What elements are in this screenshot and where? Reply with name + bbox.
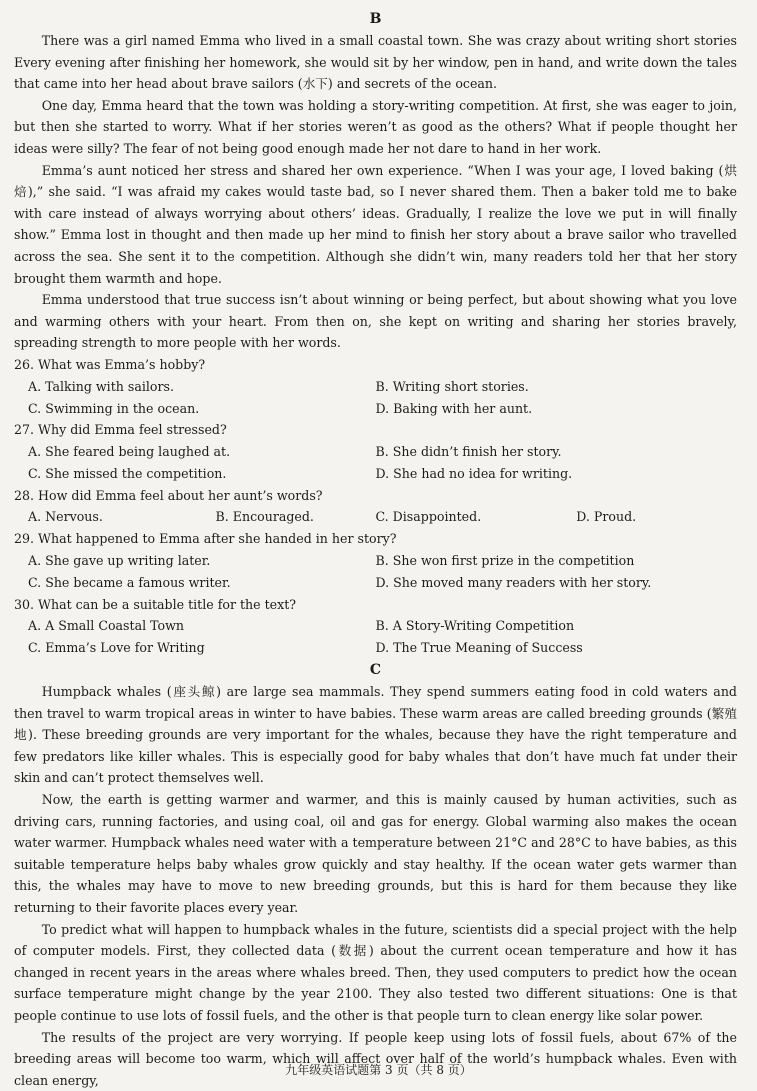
option-a: A. Talking with sailors. [28,378,174,394]
question-stem: 30. What can be a suitable title for the text? [14,596,297,612]
option-a: A. She gave up writing later. [28,553,211,569]
option-a: A. A Small Coastal Town [28,618,185,634]
option-c: C. Swimming in the ocean. [28,400,200,416]
section-c-title: C [369,662,382,679]
answer-options [14,441,737,485]
option-a: A. She feared being laughed at. [28,444,231,460]
option-b: B. Writing short stories. [375,378,529,394]
option-b: B. She won first prize in the competition [375,553,635,569]
answer-options [14,615,737,659]
option-c: C. She missed the competition. [28,465,227,481]
question-28 [14,485,737,529]
question-stem: 27. Why did Emma feel stressed? [14,422,227,438]
option-b: B. Encouraged. [215,509,314,525]
question-27 [14,419,737,484]
option-d: D. She moved many readers with her story. [375,574,652,590]
answer-options [14,376,737,420]
option-d: D. Proud. [576,509,637,525]
passage-c-paragraph-4: The results of the project are very worrying. If people keep using lots of fossil fuels, about 67% of the breeding areas will become too warm, which will affect over half of the world’s humpback whales. Even with clean energy, [14,1029,737,1088]
passage-b-paragraph-4: Emma understood that true success isn’t about winning or being perfect, but about showing what you love and warming others with your heart. From then on, she kept on writing and sharing her stories bravely, spreading strength to more people with her words. [14,292,737,351]
answer-options [14,506,737,528]
option-d: D. The True Meaning of Success [375,640,583,656]
page-footer: 九年级英语试题第 3 页（共 8 页） [285,1063,472,1077]
section-b-title: B [369,11,382,27]
option-b: B. A Story-Writing Competition [375,618,575,634]
passage-c-paragraph-2: Now, the earth is getting warmer and warmer, and this is mainly caused by human activities, such as driving cars, running factories, and using coal, oil and gas for energy. Global warming also makes the ocean water warmer. Humpback whales need water with a temperature between 21°C and 28°C to have babies, as this suitable temperature helps baby whales grow quickly and stay healthy. If the ocean water gets warmer than this, the whales may have to move to new breeding grounds, but this is hard for them because they like returning to their favorite places every year. [14,792,737,915]
option-c: C. Emma’s Love for Writing [28,640,205,656]
answer-options [14,550,737,594]
question-stem: 28. How did Emma feel about her aunt’s words? [14,487,323,503]
option-d: D. Baking with her aunt. [375,400,533,416]
question-stem: 26. What was Emma’s hobby? [14,356,206,372]
passage-c-paragraph-3: To predict what will happen to humpback whales in the future, scientists did a special project with the help of computer models. First, they collected data (数据) about the current ocean temperature and how it has changed in recent years in the areas where whales breed. Then, they used computers to predict how the ocean surface temperature might change by the year 2100. They also tested two different situations: One is that people continue to use lots of fossil fuels, and the other is that people turn to clean energy like solar power. [14,921,737,1023]
passage-b-paragraph-2: One day, Emma heard that the town was holding a story-writing competition. At first, she was eager to join, but then she started to worry. What if her stories weren’t as good as the others? What if people thought her ideas were silly? The fear of not being good enough made her not dare to hand in her work. [14,97,737,156]
passage-b-paragraph-3: Emma’s aunt noticed her stress and shared her own experience. “When I was your age, I loved baking (烘焙),” she said. “I was afraid my cakes would taste bad, so I never shared them. Then a baker told me to bake with care instead of always worrying about others’ ideas. Gradually, I realize the love we put in will finally show.” Emma lost in thought and then made up her mind to finish her story about a brave sailor who travelled across the sea. She sent it to the competition. Although she didn’t win, many readers told her that her story brought them warmth and hope. [14,162,737,286]
question-30 [14,594,737,659]
question-stem: 29. What happened to Emma after she handed in her story? [14,531,397,547]
option-c: C. Disappointed. [375,509,482,525]
option-a: A. Nervous. [28,509,103,525]
question-29 [14,528,737,593]
passage-b-paragraph-1: There was a girl named Emma who lived in a small coastal town. She was crazy about writing short stories Every evening after finishing her homework, she would sit by her window, pen in hand, and write down the tales that came into her head about brave sailors (水下) and secrets of the ocean. [14,33,737,92]
option-c: C. She became a famous writer. [28,574,231,590]
option-d: D. She had no idea for writing. [375,465,573,481]
passage-c-paragraph-1: Humpback whales (座头鲸) are large sea mammals. They spend summers eating food in cold waters and then travel to warm tropical areas in winter to have babies. These warm areas are called breeding grounds (繁殖地). These breeding grounds are very important for the whales, because they have the right temperature and few predators like killer whales. This is especially good for baby whales that don’t have much fat under their skin and can’t protect themselves well. [14,684,737,786]
question-26 [14,354,737,419]
option-b: B. She didn’t finish her story. [375,444,562,460]
